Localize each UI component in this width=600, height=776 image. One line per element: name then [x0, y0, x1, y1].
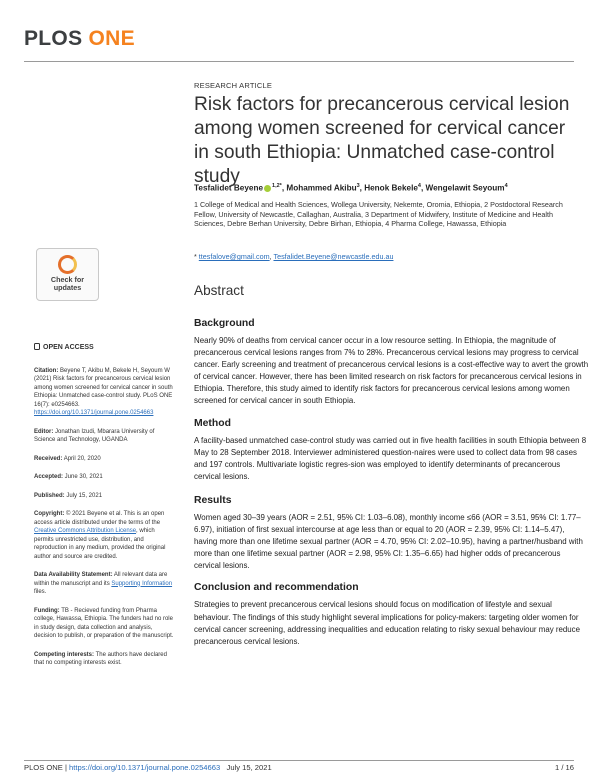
- accepted-label: Accepted:: [34, 474, 64, 480]
- background-text: Nearly 90% of deaths from cervical cancer occur in a low resource setting. In Ethiopia, the magnitude of precancerous cervical lesions ranges from 7% to 28%. Precancerous cervical lesions may progress to cervical cancer. Early screening and treatment of precancerous cervical lesions is a cost-effective way to avert the growth of cervical cancer. However, there has been limited research on risk factors for precancerous cervical lesions in Ethiopia. Therefore, this study aimed to identify risk factors for precancerous cervical lesions among women screened for cervical cancer in south Ethiopia.: [194, 336, 589, 406]
- journal-logo[interactable]: [24, 27, 135, 51]
- competing-interests-block: [34, 651, 176, 668]
- accepted-date: June 30, 2021: [63, 474, 103, 480]
- open-lock-icon: [34, 343, 40, 350]
- email-separator: ,: [269, 252, 274, 261]
- author-separator: ,: [359, 183, 365, 193]
- article-type: RESEARCH ARTICLE: [194, 81, 273, 90]
- accepted-block: [34, 473, 176, 482]
- orcid-icon[interactable]: [264, 185, 271, 192]
- article-info-sidebar: [34, 343, 176, 678]
- funding-label: Funding:: [34, 607, 60, 614]
- supporting-info-link[interactable]: Supporting Information: [111, 580, 173, 587]
- abstract-heading: Abstract: [194, 283, 244, 298]
- author-name[interactable]: Tesfalidet Beyene: [194, 183, 264, 193]
- citation-doi-link[interactable]: https://doi.org/10.1371/journal.pone.0254663: [34, 410, 154, 416]
- author-separator: ,: [420, 183, 426, 193]
- copyright-block: [34, 510, 176, 561]
- editor-label: Editor:: [34, 428, 54, 435]
- affiliations: 1 College of Medical and Health Sciences, Wollega University, Nekemte, Oromia, Ethiopia, 2 Postdoctoral Research Fellow, University of Newcastle, Callaghan, Australia, 3 Department of Midwifery, Institute of Medicine and Health Sciences, Debre Berhan University, Debre Birhan, Ethiopia, 4 Pharma College, Hawassa, Ethiopia: [194, 200, 563, 229]
- citation-text: Beyene T, Akibu M, Bekele H, Seyoum W (2021) Risk factors for precancerous cervical lesion among women screened for cervical cancer in south Ethiopia: Unmatched case-control study. PLoS ONE 16(7): e0254663.: [34, 367, 173, 408]
- footer-date: July 15, 2021: [226, 763, 272, 772]
- copyright-text: © 2021 Beyene et al. This is an open access article distributed under the terms of the: [34, 511, 165, 526]
- author-separator: ,: [281, 183, 287, 193]
- method-text: A facility-based unmatched case-control study was carried out in five health facilities in south Ethiopia between 8 May to 28 September 2018. Interviewer administered question-naires were used to collect data from 98 cases and 197 controls. Multivariate logistic regres-sion was employed to identify determinants of precancerous cervical lesions.: [194, 435, 587, 481]
- page-footer: [24, 763, 574, 772]
- copyright-label: Copyright:: [34, 511, 65, 517]
- conclusion-text: Strategies to prevent precancerous cervical lesions should focus on modification of lifestyle and sexual behaviour. The findings of this study highlight several implications for policy-makers: targeting older women for cervical cancer screening, addressing inequalities and education relating to risky sexual behaviour may reduce precancerous cervical lesions.: [194, 600, 580, 646]
- corresponding-marker: *: [194, 252, 199, 261]
- logo-one: ONE: [88, 27, 135, 50]
- data-availability-block: [34, 571, 176, 597]
- funding-block: [34, 607, 176, 641]
- received-date: April 20, 2020: [62, 455, 101, 462]
- abstract-body: [194, 318, 589, 658]
- published-date: July 15, 2021: [64, 492, 103, 499]
- published-label: Published:: [34, 492, 65, 499]
- citation-label: Citation:: [34, 367, 59, 374]
- author-name[interactable]: Mohammed Akibu: [286, 183, 357, 193]
- copyright-text-end: , which permits unrestricted use, distribution, and reproduction in any medium, provided the original author and source are credited.: [34, 528, 166, 560]
- data-availability-text: All relevant data are within the manuscript and its: [34, 572, 168, 587]
- results-heading: Results: [194, 494, 232, 506]
- competing-interests-label: Competing interests:: [34, 651, 95, 658]
- received-block: [34, 455, 176, 464]
- check-updates-line2: updates: [53, 283, 82, 292]
- author-name[interactable]: Wengelawit Seyoum: [425, 183, 505, 193]
- logo-plos: PLOS: [24, 27, 83, 50]
- citation-block: [34, 367, 176, 418]
- check-updates-line1: Check for: [50, 275, 85, 284]
- header-rule: [24, 61, 574, 62]
- check-for-updates-button[interactable]: [36, 248, 99, 301]
- received-label: Received:: [34, 455, 63, 462]
- email-link[interactable]: Tesfalidet.Beyene@newcastle.edu.au: [273, 252, 394, 261]
- conclusion-heading: Conclusion and recommendation: [194, 582, 359, 594]
- editor-text: Jonathan Izudi, Mbarara University of Science and Technology, UGANDA: [34, 428, 155, 443]
- page-number: 1 / 16: [555, 763, 574, 772]
- check-updates-icon: [58, 255, 77, 274]
- published-block: [34, 492, 176, 501]
- footer-rule: [24, 760, 574, 761]
- editor-block: [34, 428, 176, 445]
- competing-interests-text: The authors have declared that no competing interests exist.: [34, 651, 167, 666]
- author-list: [194, 183, 594, 193]
- author-affiliation: 4: [504, 183, 508, 189]
- author-affiliation: 4: [417, 183, 421, 189]
- method-heading: Method: [194, 417, 231, 429]
- correspondence: [194, 252, 393, 261]
- background-heading: Background: [194, 318, 255, 329]
- open-access-label: OPEN ACCESS: [43, 344, 94, 351]
- open-access-badge: [34, 343, 176, 353]
- author-affiliation: 1,2*: [272, 183, 282, 189]
- article-title: Risk factors for precancerous cervical lesion among women screened for cervical cancer in south Ethiopia: Unmatched case-control study: [194, 94, 570, 187]
- footer-journal: PLOS ONE: [24, 763, 63, 772]
- license-link[interactable]: Creative Commons Attribution License: [34, 528, 137, 534]
- author-affiliation: 3: [356, 183, 360, 189]
- data-availability-label: Data Availability Statement:: [34, 572, 113, 578]
- footer-separator: |: [62, 763, 70, 772]
- email-link[interactable]: ttesfalove@gmail.com: [198, 252, 270, 261]
- results-text: Women aged 30–39 years (AOR = 2.51, 95% CI: 1.03–6.08), monthly income ≤66 (AOR = 3.51, 95% CI: 1.77–6.97), initiation of first sexual intercourse at age less than or equal to 20 (AOR = 2.39, 95% CI: 1.14–5.47), having more than one lifetime sexual partner (AOR = 4.70, 95% CI: 2.02–10.95), having a partner/husband with more than one lifetime sexual partner (AOR = 2.98, 95% CI: 1.35–6.65) had higher odds of precancerous cervical lesions.: [194, 512, 583, 571]
- funding-text: TB - Recieved funding from Pharma college, Hawassa, Ethiopia. The funders had no role in study design, data collection and analysis, decision to publish, or preparation of the manuscript.: [34, 607, 174, 639]
- data-availability-text-end: files.: [34, 589, 47, 595]
- check-updates-label: [37, 276, 98, 292]
- author-name[interactable]: Henok Bekele: [364, 183, 418, 193]
- footer-doi-link[interactable]: https://doi.org/10.1371/journal.pone.0254663: [69, 763, 221, 772]
